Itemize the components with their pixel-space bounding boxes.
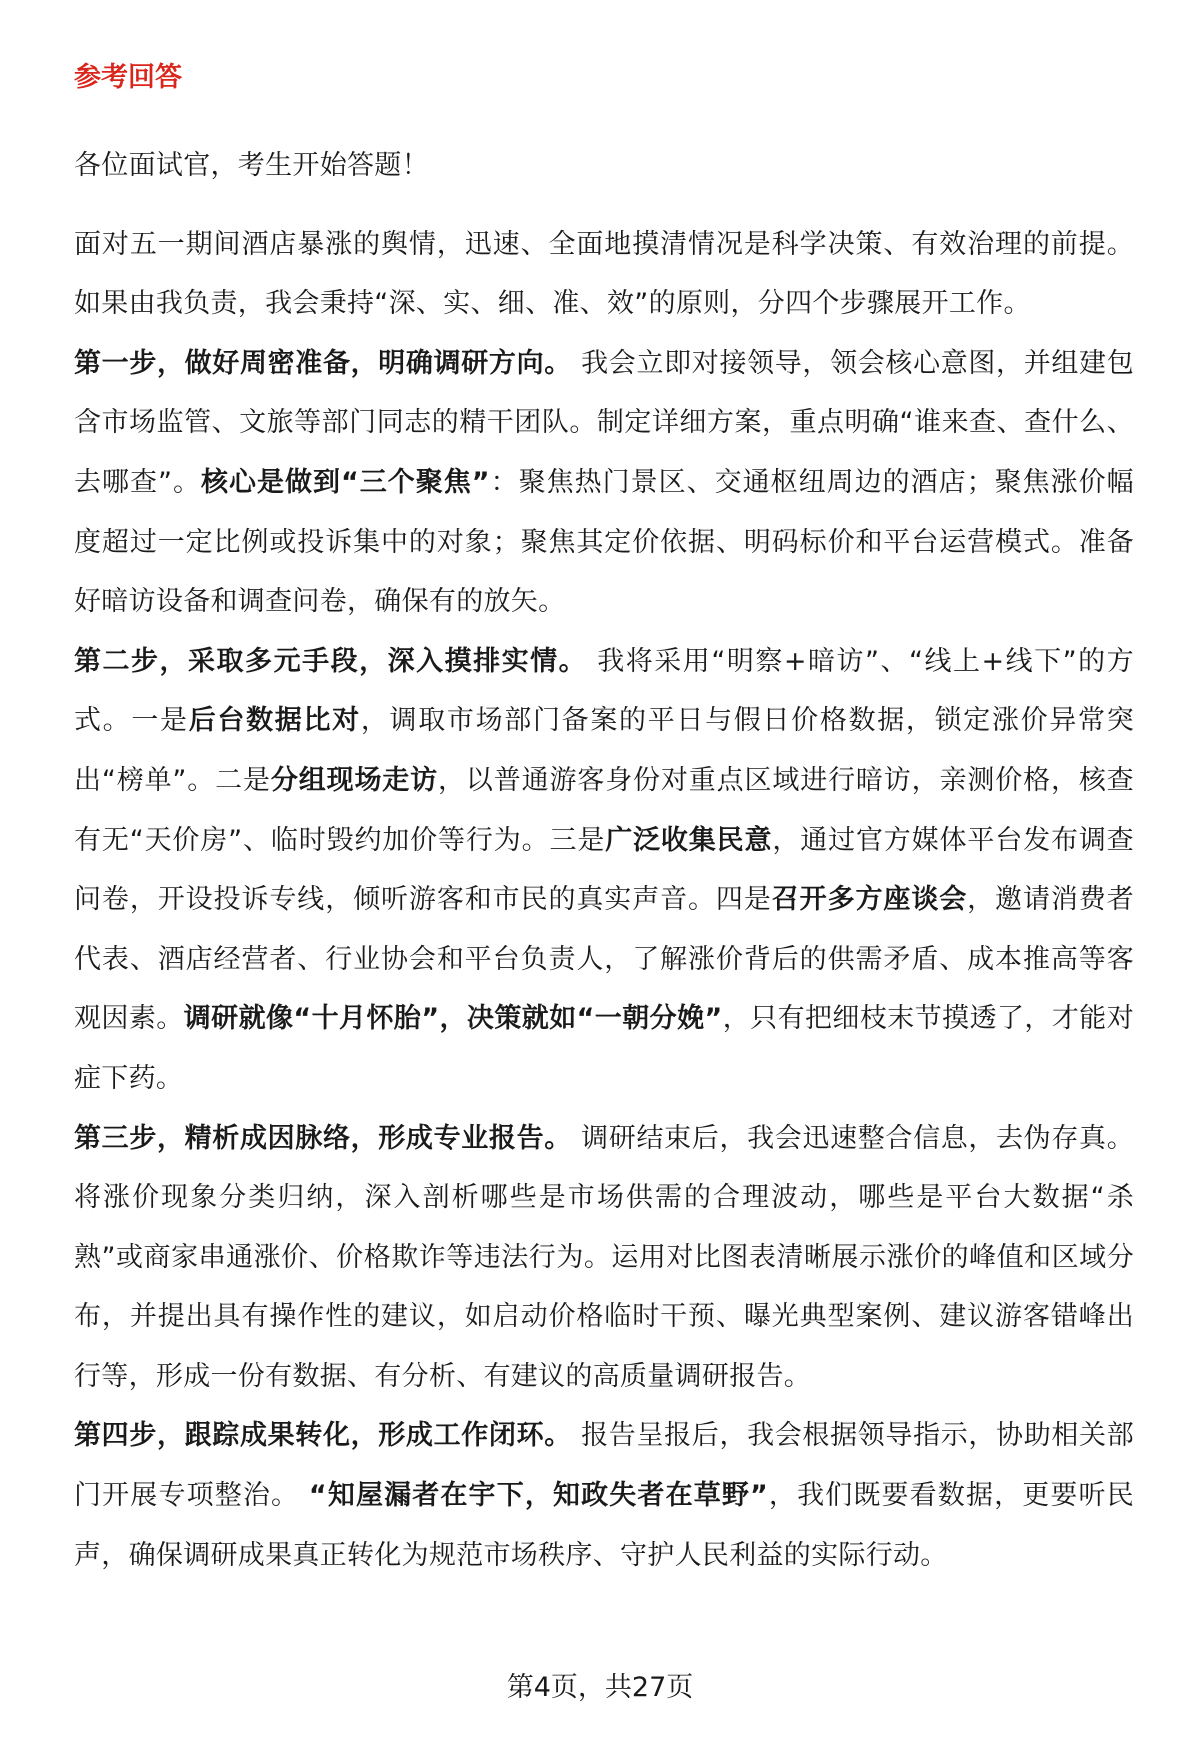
step4-bold-1: “知屋漏者在宇下，知政失者在草野”	[308, 1480, 769, 1512]
step2-text-6: ，只有把细枝末节摸透了，才能对症下药。	[74, 1003, 1135, 1094]
step1-title: 第一步，做好周密准备，明确调研方向。	[74, 347, 572, 379]
step1-bold-1: 核心是做到“三个聚焦”	[201, 466, 490, 498]
intro-paragraph: 面对五一期间酒店暴涨的舆情，迅速、全面地摸清情况是科学决策、有效治理的前提。如果由我负责，我会秉持“深、实、细、准、效”的原则，分四个步骤展开工作。	[74, 228, 1134, 320]
step4-paragraph	[74, 1406, 1134, 1585]
step2-text-4: ，通过官方媒体平台发布调查问卷，开设投诉专线，倾听游客和市民的真实声音。四是	[74, 824, 1134, 916]
step2-text-1: 我将采用“明察+暗访”、“线上+线下”的方式。一是	[74, 645, 1134, 737]
step2-bold-5: 调研就像“十月怀胎”，决策就如“一朝分娩”	[183, 1003, 723, 1035]
greeting: 各位面试官，考生开始答题！	[74, 150, 429, 181]
step2-bold-1: 后台数据比对	[188, 705, 361, 737]
step2-text-2: ，调取市场部门备案的平日与假日价格数据，锁定涨价异常突出“榜单”。二是	[74, 705, 1134, 796]
step3-title: 第三步，精析成因脉络，形成专业报告。	[74, 1122, 572, 1154]
step1-text-1: 我会立即对接领导，领会核心意图，并组建包含市场监管、文旅等部门同志的精干团队。制定详细方案，重点明确“谁来查、查什么、去哪查”。	[74, 347, 1134, 498]
step3-text-1: 调研结束后，我会迅速整合信息，去伪存真。将涨价现象分类归纳，深入剖析哪些是市场供需的合理波动，哪些是平台大数据“杀熟”或商家串通涨价、价格欺诈等违法行为。运用对比图表清晰展示涨价的峰值和区域分布，并提出具有操作性的建议，如启动价格临时干预、曝光典型案例、建议游客错峰出行等，形成一份有数据、有分析、有建议的高质量调研报告。	[74, 1122, 1134, 1392]
step3-paragraph	[74, 1109, 1134, 1407]
step2-bold-2: 分组现场走访	[270, 764, 439, 796]
step2-text-5: ，邀请消费者代表、酒店经营者、行业协会和平台负责人，了解涨价背后的供需矛盾、成本推高等客观因素。	[74, 884, 1134, 1035]
document-body	[74, 58, 1134, 1585]
step4-text-2: ，我们既要看数据，更要听民声，确保调研成果真正转化为规范市场秩序、守护人民利益的实际行动。	[74, 1480, 1134, 1571]
step2-text-3: ，以普通游客身份对重点区域进行暗访，亲测价格，核查有无“天价房”、临时毁约加价等行为。三是	[74, 764, 1134, 856]
step1-text-2: ：聚焦热门景区、交通枢纽周边的酒店；聚焦涨价幅度超过一定比例或投诉集中的对象；聚焦其定价依据、明码标价和平台运营模式。准备好暗访设备和调查问卷，确保有的放矢。	[74, 466, 1134, 618]
step4-text-1: 报告呈报后，我会根据领导指示，协助相关部门开展专项整治。	[74, 1420, 1134, 1512]
section-heading: 参考回答	[74, 62, 182, 93]
page-number: 第4页，共27页	[506, 1672, 694, 1703]
step2-title: 第二步，采取多元手段，深入摸排实情。	[74, 645, 588, 677]
step2-bold-3: 广泛收集民意	[605, 824, 773, 856]
step1-paragraph	[74, 334, 1134, 632]
step2-bold-4: 召开多方座谈会	[771, 884, 968, 916]
step4-title: 第四步，跟踪成果转化，形成工作闭环。	[74, 1420, 572, 1452]
step2-paragraph	[74, 632, 1134, 1109]
